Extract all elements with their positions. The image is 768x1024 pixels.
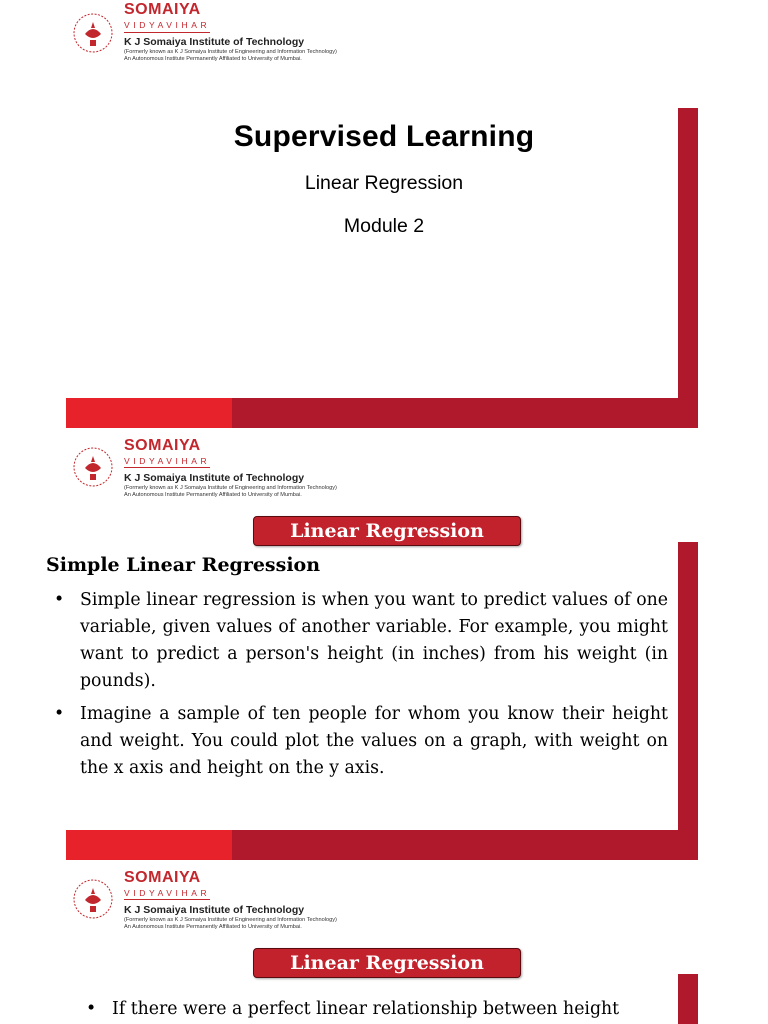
bullet-item: • If there were a perfect linear relationship between height <box>86 996 666 1023</box>
slide-title <box>0 0 768 432</box>
frame-bottom-bar-light <box>66 398 232 428</box>
slide-title-module: Module 2 <box>343 215 425 237</box>
brand-subtitle: VIDYAVIHAR <box>124 888 211 898</box>
frame-vertical-bar <box>678 542 698 860</box>
frame-bottom-bar-dark <box>232 830 698 860</box>
institute-formerly: (Formerly known as K J Somaiya Institute of Engineering and Information Technology) <box>124 49 337 55</box>
institute-affiliation: An Autonomous Institute Permanently Affiliated to University of Mumbai. <box>124 924 302 930</box>
institute-name: K J Somaiya Institute of Technology <box>124 36 305 48</box>
brand-name: SOMAIYA <box>124 437 201 454</box>
bullet-item: • Simple linear regression is when you want to predict values of one variable, given values of another variable. For example, you might want to predict a person's height (in inches) from his weight (in pounds). <box>54 587 668 695</box>
institute-formerly: (Formerly known as K J Somaiya Institute of Engineering and Information Technology) <box>124 485 337 491</box>
frame-vertical-bar <box>678 974 698 1024</box>
brand-divider <box>124 32 210 33</box>
somaiya-logo-icon <box>70 876 116 926</box>
slide-title-heading: Supervised Learning <box>233 120 535 153</box>
frame-bottom-bar-light <box>66 830 232 860</box>
institute-affiliation: An Autonomous Institute Permanently Affiliated to University of Mumbai. <box>124 492 302 498</box>
bullet-list <box>54 587 668 788</box>
brand-subtitle: VIDYAVIHAR <box>124 456 211 466</box>
bullet-item: • Imagine a sample of ten people for whom you know their height and weight. You could plot the values on a graph, with weight on the x axis and height on the y axis. <box>54 701 668 782</box>
slide-simple-linear-regression <box>0 432 768 864</box>
frame-bottom-bar-dark <box>232 398 698 428</box>
somaiya-logo-icon <box>70 444 116 494</box>
brand-subtitle: VIDYAVIHAR <box>124 20 211 30</box>
institute-name: K J Somaiya Institute of Technology <box>124 904 305 916</box>
slide-title-subtitle: Linear Regression <box>304 172 464 194</box>
brand-name: SOMAIYA <box>124 1 201 18</box>
institute-name: K J Somaiya Institute of Technology <box>124 472 305 484</box>
section-heading: Simple Linear Regression <box>46 554 321 576</box>
section-banner: Linear Regression <box>253 948 521 978</box>
section-banner: Linear Regression <box>253 516 521 546</box>
bullet-list <box>86 996 666 1024</box>
brand-divider <box>124 899 210 900</box>
somaiya-logo-icon <box>70 10 116 60</box>
brand-name: SOMAIYA <box>124 869 201 886</box>
institute-formerly: (Formerly known as K J Somaiya Institute of Engineering and Information Technology) <box>124 917 337 923</box>
institute-affiliation: An Autonomous Institute Permanently Affiliated to University of Mumbai. <box>124 56 302 62</box>
slide-linear-regression-continued <box>0 864 768 1024</box>
brand-divider <box>124 467 210 468</box>
frame-vertical-bar <box>678 108 698 428</box>
